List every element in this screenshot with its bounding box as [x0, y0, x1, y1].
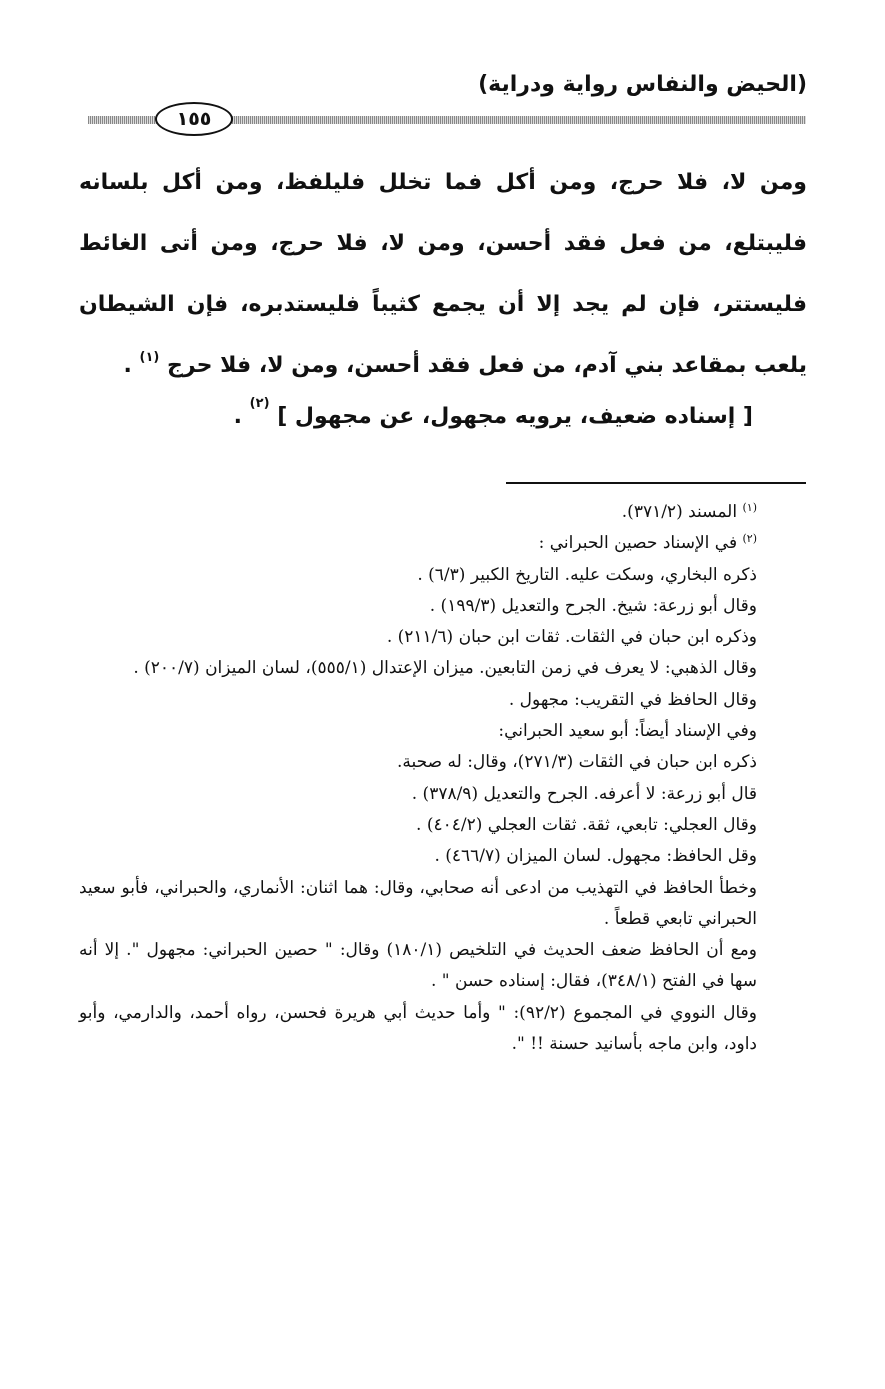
main-text-body: ومن لا، فلا حرج، ومن أكل فما تخلل فليلفظ، ومن أكل بلسانه فليبتلع، من فعل فقد أحسن، ومن لا، فلا حرج، ومن أتى الغائط فليستتر، فإن لم يجد إلا أن يجمع كثيباً فليستدبره، فإن الشيطان يلعب بمقاعد بني آدم، من فعل فقد أحسن، ومن لا، فلا حرج — [79, 170, 807, 378]
footnote-2-text: في الإسناد حصين الحبراني : — [538, 533, 738, 554]
footnote-line: وذكره ابن حبان في الثقات. ثقات ابن حبان (٢١١/٦) . — [386, 627, 757, 648]
footnote-ref-1: (١) — [139, 350, 160, 365]
footnote-separator — [506, 482, 806, 484]
footnote-line: وقال أبو زرعة: شيخ. الجرح والتعديل (١٩٩/٣) . — [429, 595, 757, 616]
footnote-1-marker: (١) — [742, 501, 757, 514]
footnote-line: ذكره البخاري، وسكت عليه. التاريخ الكبير (٦/٣) . — [417, 564, 757, 585]
footnote-line: وقال العجلي: تابعي، ثقة. ثقات العجلي (٤٠٤/٢) . — [416, 814, 757, 835]
main-text-end: . — [123, 353, 132, 378]
footnote-line: وقال الذهبي: لا يعرف في زمن التابعين. ميزان الإعتدال (٥٥٥/١)، لسان الميزان (٢٠٠/٧) . — [133, 658, 757, 679]
isnad-verdict-end: . — [233, 404, 242, 429]
main-text — [79, 152, 807, 396]
footnote-2 — [79, 528, 807, 559]
footnote-1-text: المسند (٣٧١/٢). — [621, 502, 738, 522]
footnote-line: وقال النووي في المجموع (٩٢/٢): " وأما حديث أبي هريرة فحسن، رواه أحمد، والدارمي، وأبو داود، وابن ماجه بأسانيد حسنة !! ". — [79, 1002, 757, 1055]
isnad-verdict — [233, 396, 753, 429]
running-head-title: (الحيض والنفاس رواية ودراية) — [478, 72, 807, 97]
page-number: ١٥٥ — [155, 102, 233, 136]
footnote-2-marker: (٢) — [742, 532, 757, 546]
footnote-line: وقل الحافظ: مجهول. لسان الميزان (٤٦٦/٧) . — [434, 846, 757, 867]
footnote-ref-2: (٢) — [249, 396, 270, 411]
isnad-verdict-text: [ إسناده ضعيف، يرويه مجهول، عن مجهول ] — [277, 404, 753, 429]
footnote-line: ومع أن الحافظ ضعف الحديث في التلخيص (١٨٠/١) وقال: " حصين الحبراني: مجهول ". إلا أنه سها في الفتح (٣٤٨/١)، فقال: إسناده حسن " . — [79, 940, 757, 992]
footnote-line: وقال الحافظ في التقريب: مجهول . — [508, 689, 757, 710]
footnotes — [79, 497, 807, 1060]
footnote-line: قال أبو زرعة: لا أعرفه. الجرح والتعديل (٣٧٨/٩) . — [411, 783, 757, 804]
footnote-line: وخطأ الحافظ في التهذيب من ادعى أنه صحابي، وقال: هما اثنان: الأنماري، والحبراني، فأبو سعيد الحبراني تابعي قطعاً . — [79, 877, 757, 929]
footnote-line: وفي الإسناد أيضاً: أبو سعيد الحبراني: — [498, 721, 757, 742]
footnote-1 — [79, 497, 807, 528]
main-paragraph — [79, 152, 807, 396]
footnote-line: ذكره ابن حبان في الثقات (٢٧١/٣)، وقال: له صحبة. — [397, 752, 757, 773]
